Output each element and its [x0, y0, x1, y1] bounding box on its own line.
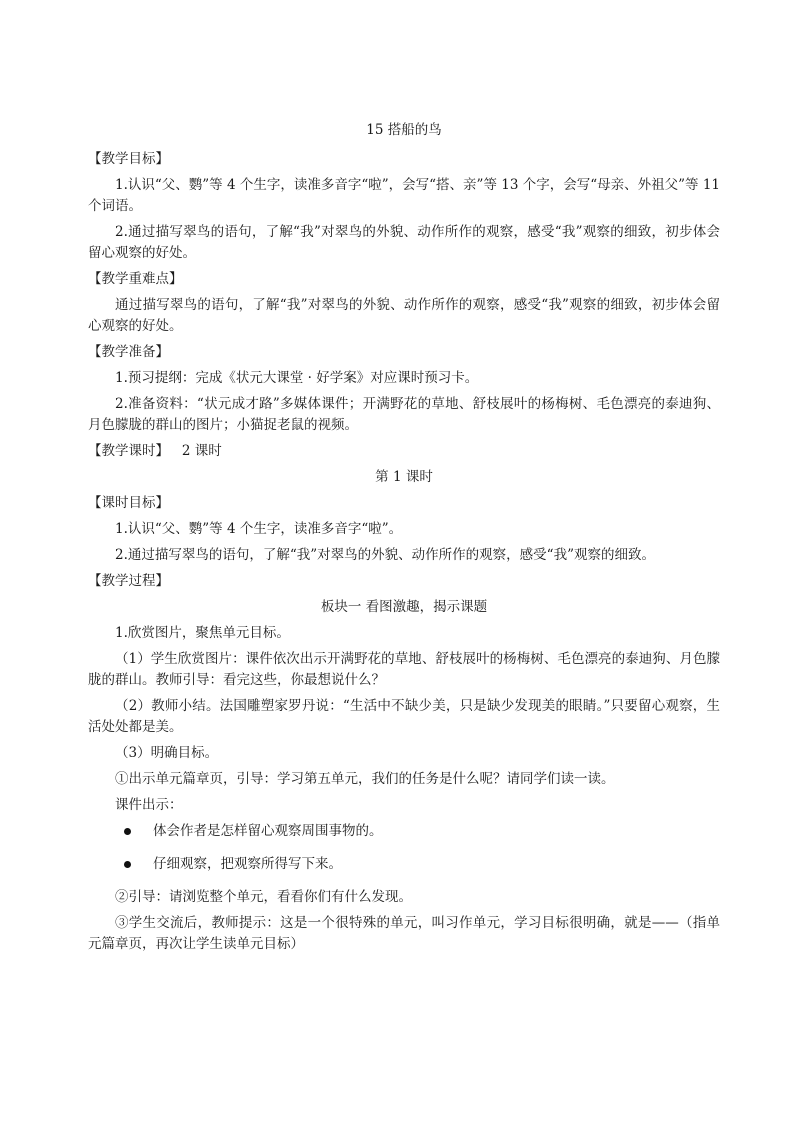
step-1-1: （1）学生欣赏图片：课件依次出示开满野花的草地、舒枝展叶的杨梅树、毛色漂亮的泰迪狗、月色朦胧的群山。教师引导：看完这些，你最想说什么？	[88, 651, 720, 688]
prep-item-1: 1.预习提纲：完成《状元大课堂 · 好学案》对应课时预习卡。	[115, 370, 479, 386]
step-1-2: （2）教师小结。法国雕塑家罗丹说：“生活中不缺少美，只是缺少发现美的眼睛。”只要留心观察，生活处处都是美。	[88, 698, 720, 735]
lesson-goal-2: 2.通过描写翠鸟的语句，了解“我”对翠鸟的外貌、动作所作的观察，感受“我”观察的细致。	[115, 547, 655, 563]
lesson-title: 第 1 课时	[375, 469, 433, 485]
lesson-goal-1: 1.认识“父、鹦”等 4 个生字，读准多音字“啦”。	[115, 521, 403, 537]
bullet-item-1	[88, 821, 720, 842]
page-title: 15 搭船的鸟	[366, 122, 442, 138]
bullet-text-1: 体会作者是怎样留心观察周围事物的。	[153, 823, 383, 839]
step-1-3: （3）明确目标。	[115, 745, 219, 761]
prep-item-2: 2.准备资料：“状元成才路”多媒体课件；开满野花的草地、舒枝展叶的杨梅树、毛色漂亮的泰迪狗、月色朦胧的群山的图片；小猫捉老鼠的视频。	[88, 396, 720, 433]
bullet-dot-icon	[124, 828, 131, 835]
block-title: 板块一 看图激趣，揭示课题	[320, 599, 488, 615]
section-header-hours: 【教学课时】	[88, 443, 169, 459]
hours-value: 2 课时	[181, 443, 222, 459]
section-header-preparation: 【教学准备】	[88, 344, 169, 360]
circled-step-3: ③学生交流后，教师提示：这是一个很特殊的单元，叫习作单元，学习目标很明确，就是——（指单元篇章页，再次让学生读单元目标）	[88, 915, 720, 952]
section-hours	[88, 441, 720, 462]
section-header-process: 【教学过程】	[88, 573, 169, 589]
step-1: 1.欣赏图片，聚焦单元目标。	[115, 625, 290, 641]
goal-item-2: 2.通过描写翠鸟的语句，了解“我”对翠鸟的外貌、动作所作的观察，感受“我”观察的细致，初步体会留心观察的好处。	[88, 224, 720, 261]
circled-step-2: ②引导：请浏览整个单元，看看你们有什么发现。	[115, 889, 412, 905]
circled-step-1: ①出示单元篇章页，引导：学习第五单元，我们的任务是什么呢？请同学们读一读。	[115, 771, 615, 787]
courseware-show-label: 课件出示：	[115, 797, 183, 813]
bullet-text-2: 仔细观察，把观察所得写下来。	[153, 856, 342, 872]
goal-item-1: 1.认识“父、鹦”等 4 个生字，读准多音字“啦”，会写“搭、亲”等 13 个字，会写“母亲、外祖父”等 11 个词语。	[88, 177, 720, 214]
bullet-item-2	[88, 854, 720, 875]
bullet-dot-icon	[124, 861, 131, 868]
lesson-plan-body	[88, 120, 720, 960]
section-header-lesson-goals: 【课时目标】	[88, 495, 169, 511]
section-header-goals: 【教学目标】	[88, 151, 169, 167]
section-header-key-points: 【教学重难点】	[88, 271, 183, 287]
key-points-text: 通过描写翠鸟的语句，了解“我”对翠鸟的外貌、动作所作的观察，感受“我”观察的细致，初步体会留心观察的好处。	[88, 297, 720, 334]
